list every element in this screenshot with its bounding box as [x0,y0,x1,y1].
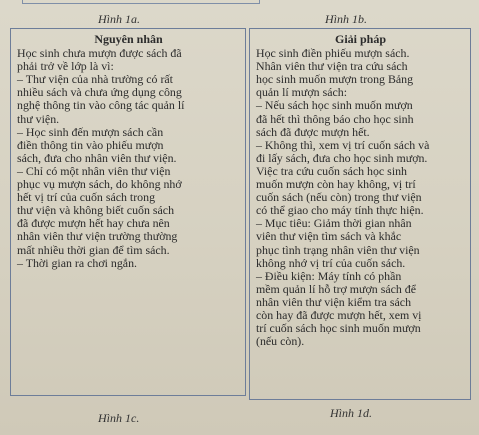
solution-title: Giải pháp [334,32,387,46]
figure-label-1d: Hình 1d. [330,406,372,420]
solution-box [249,28,471,400]
figure-label-1c: Hình 1c. [98,411,140,425]
figure-label-1a: Hình 1a. [98,12,140,26]
solution-text: Học sinh điền phiếu mượn sách. Nhân viên thư viện tra cứu sách học sinh muốn mượn trong Bảng quản lí mượn sách: – Nếu sách học sinh muốn mượn đã hết thì thông báo cho học sinh sách đã được mượn hết. – Không thì, xem vị trí cuốn sách và đi lấy sách, đưa cho học sinh mượn. Việc tra cứu cuốn sách học sinh muốn mượn còn hay không, vị trí cuốn sách (nếu còn) trong thư viện có thể giao cho máy tính thực hiện. – Mục tiêu: Giảm thời gian nhân viên thư viện tìm sách và khắc phục tình trạng nhân viên thư viện không nhớ vị trí của cuốn sách. – Điều kiện: Máy tính có phần mềm quản lí hỗ trợ mượn sách để nhân viên thư viện kiểm tra sách còn hay đã được mượn hết, xem vị trí cuốn sách học sinh muốn mượn (nếu còn). [256,46,430,349]
previous-box-border [22,0,260,4]
cause-text: Học sinh chưa mượn được sách đã phải trở về lớp là vì: – Thư viện của nhà trường có rất nhiều sách và chưa ứng dụng công nghệ thông tin vào công tác quản lí thư viện. – Học sinh đến mượn sách cần điền thông tin vào phiếu mượn sách, đưa cho nhân viên thư viện. – Chỉ có một nhân viên thư viện phục vụ mượn sách, do không nhớ hết vị trí của cuốn sách trong thư viện và không biết cuốn sách đã được mượn hết hay chưa nên nhân viên thư viện trường thường mất nhiều thời gian để tìm sách. – Thời gian ra chơi ngắn. [17,46,185,270]
cause-box [10,28,246,396]
cause-title: Nguyên nhân [94,32,163,46]
figure-label-1b: Hình 1b. [325,12,367,26]
